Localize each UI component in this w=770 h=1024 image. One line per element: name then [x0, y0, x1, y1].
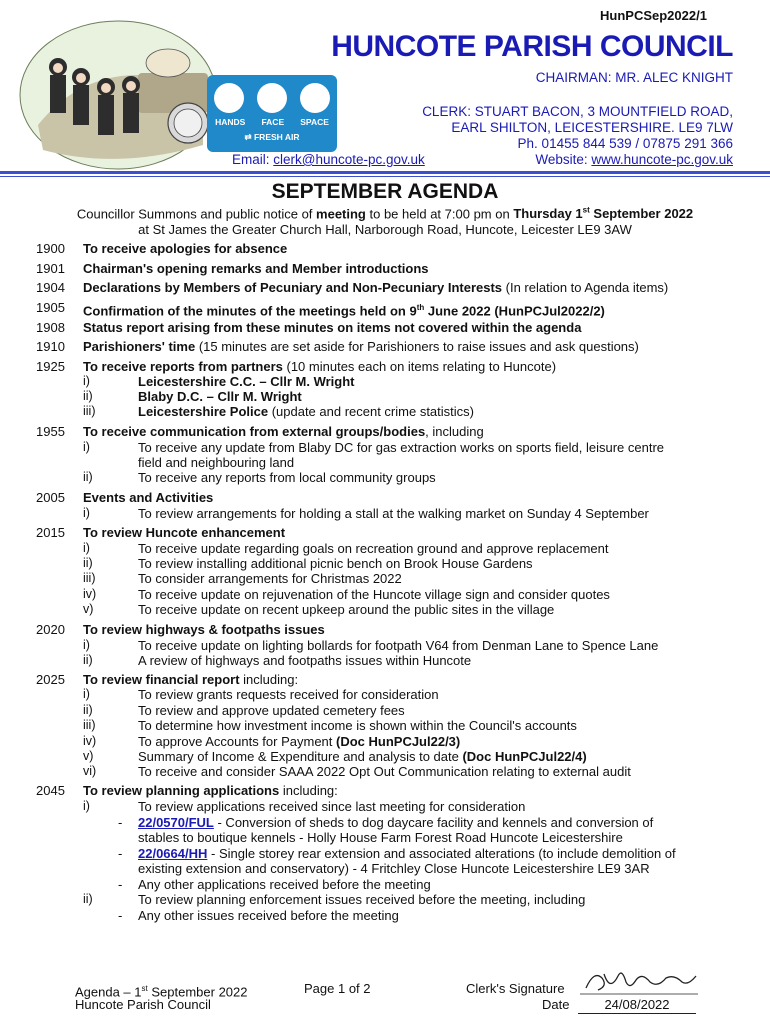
agenda-item: To review Huncote enhancement	[83, 525, 286, 540]
sub-number: v)	[83, 749, 94, 763]
sub-number: ii)	[83, 389, 93, 403]
item-heading: Confirmation of the minutes of the meetings held on 9	[83, 303, 417, 319]
item-number: 1910	[36, 339, 65, 354]
sub-item: To receive update on recent upkeep around the public sites in the village	[138, 602, 555, 617]
agenda-item: To receive apologies for absence	[83, 241, 288, 256]
doc-reference: (Doc HunPCJul22/3)	[336, 734, 461, 749]
agenda-item	[83, 424, 484, 439]
page-number: Page 1 of 2	[304, 981, 371, 996]
sub-item: To review and approve updated cemetery fees	[138, 703, 405, 718]
item-number: 2015	[36, 525, 65, 540]
item-heading: To receive communication from external groups/bodies	[83, 424, 426, 439]
sub-item: To receive and consider SAAA 2022 Opt Out Communication relating to external audit	[138, 764, 631, 779]
signature-label: Clerk's Signature	[466, 981, 565, 996]
item-number: 1904	[36, 280, 65, 295]
planning-application	[138, 846, 676, 861]
item-note: , including	[425, 424, 484, 439]
sub-number: i)	[83, 638, 90, 652]
sub-number: iii)	[83, 404, 96, 418]
sub-number: iv)	[83, 587, 97, 601]
item-heading-end: June 2022 (HunPCJul2022/2)	[424, 303, 605, 319]
sub-number: i)	[83, 799, 90, 813]
covid-hands-label: HANDS	[215, 117, 246, 127]
planning-link-22-0664-hh[interactable]: 22/0664/HH	[138, 846, 208, 861]
sub-heading: Blaby D.C. – Cllr M. Wright	[138, 389, 302, 404]
sub-number: iii)	[83, 571, 96, 585]
sub-number: ii)	[83, 892, 93, 906]
sub-heading: Leicestershire C.C. – Cllr M. Wright	[138, 374, 355, 389]
sub-text: Summary of Income & Expenditure and analysis to date	[138, 749, 463, 764]
agenda-item: Status report arising from these minutes on items not covered within the agenda	[83, 320, 582, 335]
item-number: 1925	[36, 359, 65, 374]
item-note: (In relation to Agenda items)	[502, 280, 669, 295]
sub-number: i)	[83, 440, 90, 454]
sub-number: iii)	[83, 718, 96, 732]
sub-item: To receive any update from Blaby DC for gas extraction works on sports field, leisure centre	[138, 440, 665, 455]
sub-item: To review grants requests received for consideration	[138, 687, 439, 702]
footer-text-end: September 2022	[147, 984, 248, 1000]
item-note: including:	[239, 672, 299, 687]
dash-bullet: -	[118, 846, 123, 861]
sub-number: vi)	[83, 764, 97, 778]
item-heading: Parishioners' time	[83, 339, 196, 354]
sub-heading: Leicestershire Police	[138, 404, 269, 419]
covid-space-label: SPACE	[300, 117, 329, 127]
email-label: Email:	[232, 152, 274, 167]
item-number: 2045	[36, 783, 65, 798]
footer-council: Huncote Parish Council	[75, 997, 211, 1012]
intro-date-end: September 2022	[589, 206, 694, 222]
website-line	[470, 152, 733, 167]
application-text: - Single storey rear extension and associated alterations (to include demolition of	[207, 846, 676, 861]
header-divider	[0, 171, 770, 174]
sub-number: i)	[83, 541, 90, 555]
item-heading: To review financial report	[83, 672, 240, 687]
intro-date	[513, 206, 693, 221]
clerk-phone: Ph. 01455 844 539 / 07875 291 366	[517, 136, 733, 151]
website-label: Website:	[535, 152, 592, 167]
item-number: 1901	[36, 261, 65, 276]
item-heading: To review planning applications	[83, 783, 280, 798]
intro-date-sup: st	[582, 206, 590, 215]
item-note: including:	[279, 783, 338, 798]
agenda-item	[83, 783, 338, 798]
sub-item: To consider arrangements for Christmas 2022	[138, 571, 402, 586]
intro-meeting: meeting	[316, 206, 366, 222]
document-reference: HunPCSep2022/1	[600, 8, 707, 23]
sub-number: v)	[83, 602, 94, 616]
sub-number: iv)	[83, 734, 97, 748]
item-number: 1905	[36, 300, 65, 315]
sub-item	[138, 749, 587, 764]
sub-number: i)	[83, 687, 90, 701]
sub-item: Any other issues received before the meeting	[138, 908, 399, 923]
agenda-item	[83, 339, 639, 354]
agenda-item	[83, 672, 298, 687]
sub-text: To approve Accounts for Payment	[138, 734, 336, 749]
sub-item: To receive any reports from local community groups	[138, 470, 436, 485]
header-divider-thin	[0, 176, 770, 177]
clerk-address-line-1: CLERK: STUART BACON, 3 MOUNTFIELD ROAD,	[422, 104, 733, 119]
sub-number: i)	[83, 506, 90, 520]
email-line	[232, 152, 425, 167]
agenda-item	[83, 280, 668, 295]
face-icon	[257, 83, 287, 113]
council-name: HUNCOTE PARISH COUNCIL	[331, 30, 733, 63]
covid-hands-face-space-badge	[207, 75, 337, 152]
sub-item: To review applications received since last meeting for consideration	[138, 799, 526, 814]
sub-number: ii)	[83, 470, 93, 484]
sub-item	[138, 389, 302, 404]
footer-sup: st	[141, 984, 148, 993]
sub-item: A review of highways and footpaths issues within Huncote	[138, 653, 472, 668]
doc-reference: (Doc HunPCJul22/4)	[462, 749, 587, 764]
item-number: 1908	[36, 320, 65, 335]
item-note: (15 minutes are set aside for Parishioners to raise issues and ask questions)	[195, 339, 639, 354]
planning-application-continued: stables to boutique kennels - Holly House Farm Forest Road Huncote Leicestershire	[138, 830, 623, 845]
sub-item: To review planning enforcement issues received before the meeting, including	[138, 892, 586, 907]
item-heading: Declarations by Members of Pecuniary and Non-Pecuniary Interests	[83, 280, 503, 295]
sub-item: To review installing additional picnic bench on Brook House Gardens	[138, 556, 533, 571]
intro-line-2: at St James the Greater Church Hall, Narborough Road, Huncote, Leicester LE9 3AW	[138, 222, 632, 237]
date-label: Date	[542, 997, 570, 1012]
sub-item: To receive update on rejuvenation of the Huncote village sign and consider quotes	[138, 587, 610, 602]
sub-item: To review arrangements for holding a stall at the walking market on Sunday 4 September	[138, 506, 649, 521]
sub-item: Any other applications received before the meeting	[138, 877, 431, 892]
item-number: 1955	[36, 424, 65, 439]
intro-text: Councillor Summons and public notice of	[76, 206, 317, 222]
sub-number: ii)	[83, 653, 93, 667]
item-note: (10 minutes each on items relating to Huncote)	[282, 359, 557, 374]
sub-item: To receive update regarding goals on recreation ground and approve replacement	[138, 541, 609, 556]
dash-bullet: -	[118, 877, 123, 892]
planning-application-continued: existing extension and conservatory) - 4 Fritchley Close Huncote Leicestershire LE9 3AR	[138, 861, 650, 876]
dash-bullet: -	[118, 908, 123, 923]
website-link[interactable]: www.huncote-pc.gov.uk	[591, 152, 733, 167]
signature-date: 24/08/2022	[578, 997, 696, 1014]
intro-time: to be held at 7:00 pm on	[365, 206, 514, 222]
sub-item	[138, 734, 460, 749]
covid-fresh-air-label: FRESH AIR	[253, 132, 300, 142]
item-number: 2005	[36, 490, 65, 505]
item-number: 1900	[36, 241, 65, 256]
sub-number: ii)	[83, 703, 93, 717]
agenda-title: SEPTEMBER AGENDA	[271, 180, 499, 203]
covid-face-label: FACE	[261, 117, 285, 127]
sub-item: To determine how investment income is shown within the Council's accounts	[138, 718, 577, 733]
application-text: - Conversion of sheds to dog daycare facility and kennels and conversion of	[213, 815, 654, 830]
council-emblem-illustration	[18, 15, 218, 170]
space-icon	[300, 83, 330, 113]
item-number: 2025	[36, 672, 65, 687]
fresh-air-icon: ⇄	[244, 132, 254, 142]
agenda-item	[83, 300, 605, 318]
hands-icon	[214, 83, 244, 113]
chairman-line: CHAIRMAN: MR. ALEC KNIGHT	[535, 70, 733, 85]
sub-item	[138, 374, 354, 389]
agenda-item	[83, 359, 556, 374]
clerk-signature	[580, 962, 700, 996]
item-heading: To receive reports from partners	[83, 359, 283, 374]
item-sup: th	[416, 303, 425, 312]
planning-application	[138, 815, 653, 830]
sub-number: ii)	[83, 556, 93, 570]
dash-bullet: -	[118, 815, 123, 830]
agenda-item: To review highways & footpaths issues	[83, 622, 325, 637]
sub-item-continued: field and neighbouring land	[138, 455, 295, 470]
sub-item: To receive update on lighting bollards for footpath V64 from Denman Lane to Spence Lane	[138, 638, 659, 653]
footer-text: Agenda – 1	[75, 984, 142, 1000]
planning-link-22-0570-ful[interactable]: 22/0570/FUL	[138, 815, 214, 830]
sub-number: i)	[83, 374, 90, 388]
clerk-address-line-2: EARL SHILTON, LEICESTERSHIRE. LE9 7LW	[451, 120, 733, 135]
intro-line-1	[0, 206, 770, 221]
email-link[interactable]: clerk@huncote-pc.gov.uk	[273, 152, 425, 167]
agenda-item: Events and Activities	[83, 490, 214, 505]
agenda-item: Chairman's opening remarks and Member introductions	[83, 261, 429, 276]
item-number: 2020	[36, 622, 65, 637]
sub-item	[138, 404, 474, 419]
sub-note: (update and recent crime statistics)	[268, 404, 474, 419]
intro-date-text: Thursday 1	[513, 206, 583, 222]
